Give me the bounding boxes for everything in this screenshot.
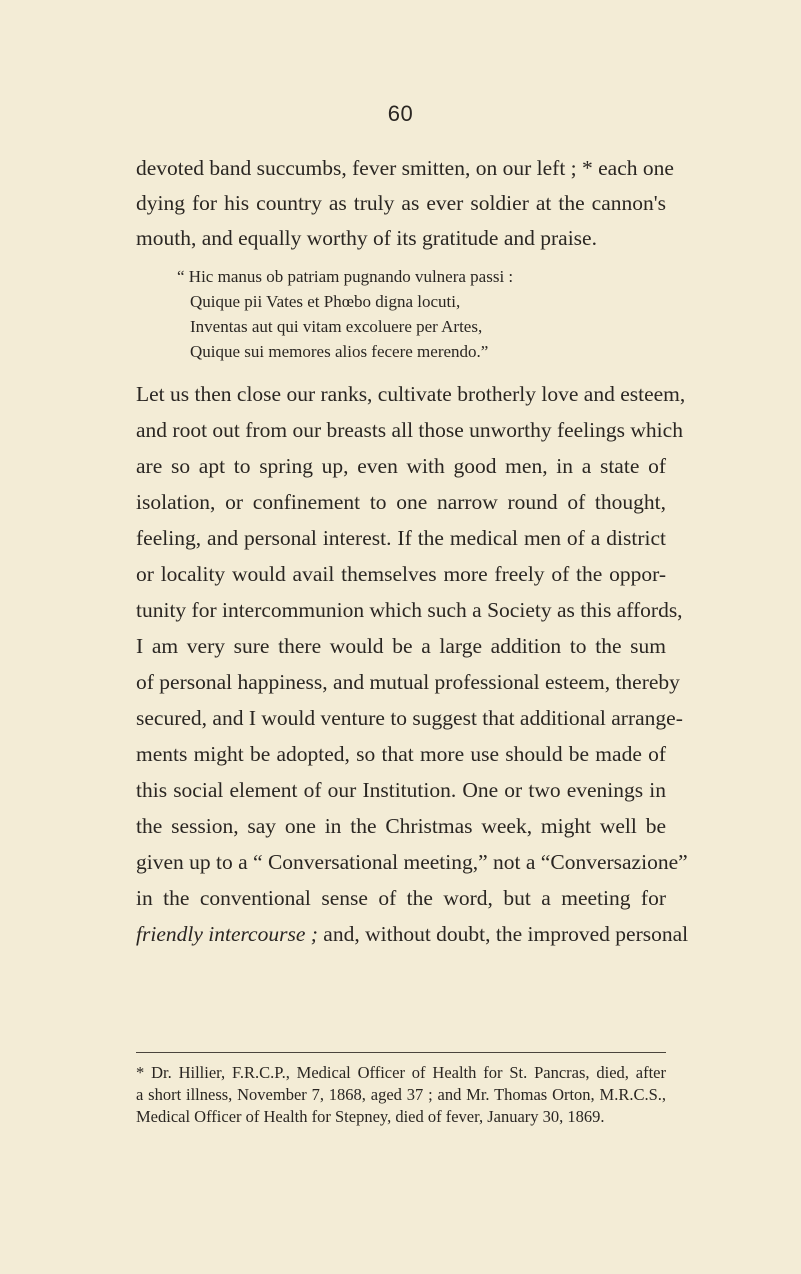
footnote-line: * Dr. Hillier, F.R.C.P., Medical Officer of Health for St. Pancras, died, after (136, 1063, 666, 1082)
text-fragment: and, without doubt, the improved personal (317, 922, 689, 946)
verse-line: Quique pii Vates et Phœbo digna locuti, (190, 292, 461, 311)
text-line: are so apt to spring up, even with good men, in a state of (136, 454, 666, 478)
verse-line: Inventas aut qui vitam excoluere per Artes, (190, 317, 483, 336)
text-line: dying for his country as truly as ever soldier at the cannon's (136, 191, 666, 215)
verse-line: Quique sui memores alios fecere merendo.” (190, 342, 489, 361)
text-line (136, 919, 689, 949)
text-line: secured, and I would venture to suggest that additional arrange- (136, 706, 683, 730)
footnote-rule (136, 1052, 666, 1053)
text-line: isolation, or confinement to one narrow round of thought, (136, 490, 666, 514)
text-line: given up to a “ Conversational meeting,” not a “Conversazione” (136, 850, 688, 874)
text-line: or locality would avail themselves more freely of the oppor- (136, 562, 666, 586)
page-number: 60 (387, 101, 414, 126)
text-line: the session, say one in the Christmas week, might well be (136, 814, 666, 838)
footnote-line: Medical Officer of Health for Stepney, died of fever, January 30, 1869. (136, 1107, 605, 1126)
text-line: feeling, and personal interest. If the medical men of a district (136, 526, 666, 550)
text-line: devoted band succumbs, fever smitten, on our left ; * each one (136, 156, 674, 180)
text-line: ments might be adopted, so that more use should be made of (136, 742, 666, 766)
text-line: of personal happiness, and mutual professional esteem, thereby (136, 670, 680, 694)
text-line: mouth, and equally worthy of its gratitude and praise. (136, 226, 597, 250)
text-line: I am very sure there would be a large addition to the sum (136, 634, 666, 658)
text-line: in the conventional sense of the word, but a meeting for (136, 886, 666, 910)
footnote-line: a short illness, November 7, 1868, aged 37 ; and Mr. Thomas Orton, M.R.C.S., (136, 1085, 666, 1104)
text-line: tunity for intercommunion which such a Society as this affords, (136, 598, 683, 622)
text-line: Let us then close our ranks, cultivate brotherly love and esteem, (136, 382, 686, 406)
verse-line: “ Hic manus ob patriam pugnando vulnera passi : (177, 267, 514, 286)
text-line: and root out from our breasts all those unworthy feelings which (136, 418, 683, 442)
italic-phrase: friendly intercourse ; (136, 922, 318, 946)
text-line: this social element of our Institution. One or two evenings in (136, 778, 666, 802)
